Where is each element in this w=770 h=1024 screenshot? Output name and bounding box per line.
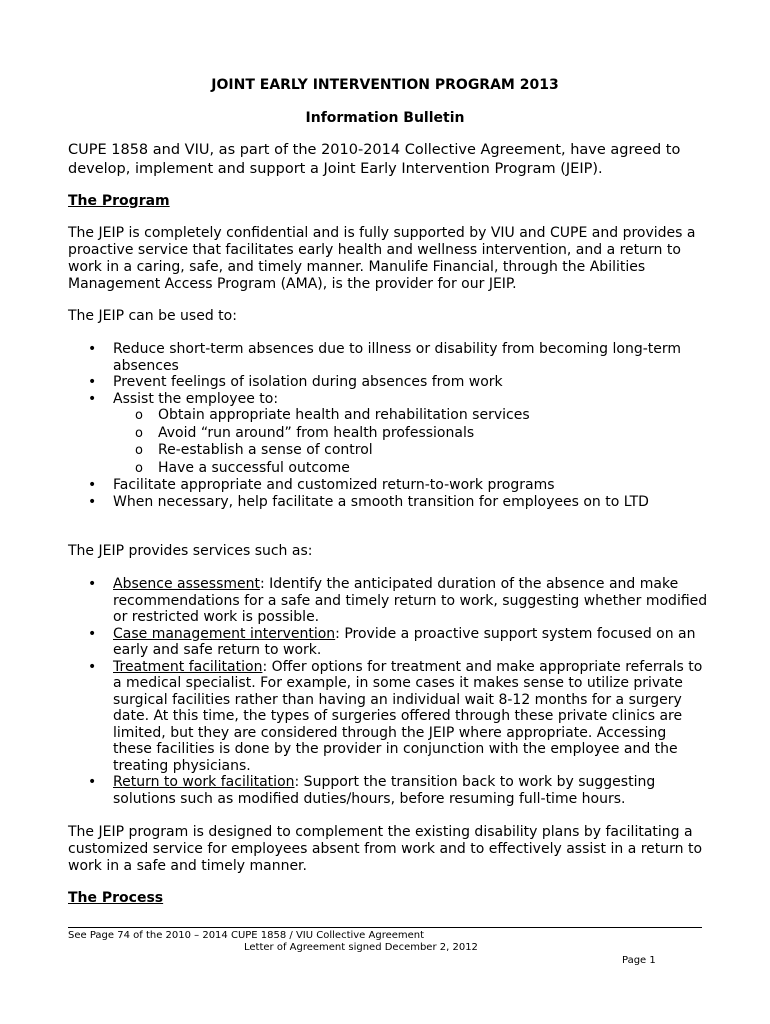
list-item <box>68 659 708 775</box>
list-item: • Facilitate appropriate and customized return-to-work programs <box>68 477 708 494</box>
closing-paragraph: The JEIP program is designed to complement the existing disability plans by facilitating a customized service for employees absent from work and to effectively assist in a return to work in a safe and timely manner. <box>68 824 703 874</box>
sub-list-item: o Avoid “run around” from health professionals <box>113 425 708 443</box>
list-item <box>68 774 708 807</box>
program-heading: The Program <box>68 193 170 209</box>
document-subtitle: Information Bulletin <box>305 110 465 126</box>
service-term: Case management intervention <box>113 625 336 642</box>
service-text: : Offer options for treatment and make appropriate referrals to a medical specialist. For example, in some cases it makes sense to utilize private surgical facilities rather than having an individual wait 8-12 months for a surgery date. At this time, the types of surgeries offered through these private clinics are limited, but they are considered through the JEIP where appropriate. Accessing these facilities is done by the provider in conjunction with the employee and the treating physicians. <box>113 658 703 774</box>
services-intro: The JEIP provides services such as: <box>68 543 313 559</box>
service-text: : Support the transition back to work by suggesting solutions such as modified duties/hours, before resuming full-time hours. <box>113 774 656 807</box>
footer-divider <box>68 927 702 928</box>
page-number: Page 1 <box>622 955 656 966</box>
services-list <box>68 576 708 807</box>
program-paragraph: The JEIP is completely confidential and is fully supported by VIU and CUPE and provides a proactive service that facilitates early health and wellness intervention, and a return to work in a caring, safe, and timely manner. Manulife Financial, through the Abilities Management Access Program (AMA), is the provider for our JEIP. <box>68 225 696 292</box>
service-term: Return to work facilitation <box>113 774 295 790</box>
list-item <box>68 576 708 626</box>
list-item <box>68 391 708 478</box>
service-term: Treatment facilitation <box>113 658 263 675</box>
document-title: JOINT EARLY INTERVENTION PROGRAM 2013 <box>211 77 559 93</box>
sub-list-item: o Re-establish a sense of control <box>113 442 708 460</box>
sub-list-item: o Have a successful outcome <box>113 460 708 478</box>
sub-list <box>113 407 708 477</box>
sub-list-item: o Obtain appropriate health and rehabilitation services <box>113 407 708 425</box>
service-text: : Provide a proactive support system focused on an early and safe return to work. <box>113 625 696 658</box>
list-item: • When necessary, help facilitate a smooth transition for employees on to LTD <box>68 494 708 511</box>
intro-paragraph: CUPE 1858 and VIU, as part of the 2010-2014 Collective Agreement, have agreed to develop, implement and support a Joint Early Intervention Program (JEIP). <box>68 142 681 177</box>
list-item: • Prevent feelings of isolation during absences from work <box>68 374 708 391</box>
used-to-intro: The JEIP can be used to: <box>68 308 237 324</box>
service-term: Absence assessment <box>113 576 260 592</box>
used-to-list <box>68 341 708 510</box>
process-heading: The Process <box>68 890 164 906</box>
service-text: : Identify the anticipated duration of the absence and make recommendations for a safe and timely return to work, suggesting whether modified or restricted work is possible. <box>113 576 708 625</box>
footer-agreement-date: Letter of Agreement signed December 2, 2012 <box>244 942 478 953</box>
list-item <box>68 626 708 659</box>
list-item: • Reduce short-term absences due to illness or disability from becoming long-term absences <box>68 341 708 374</box>
footer-reference: See Page 74 of the 2010 – 2014 CUPE 1858 / VIU Collective Agreement <box>68 930 425 941</box>
list-item-text: Assist the employee to: <box>113 390 279 407</box>
